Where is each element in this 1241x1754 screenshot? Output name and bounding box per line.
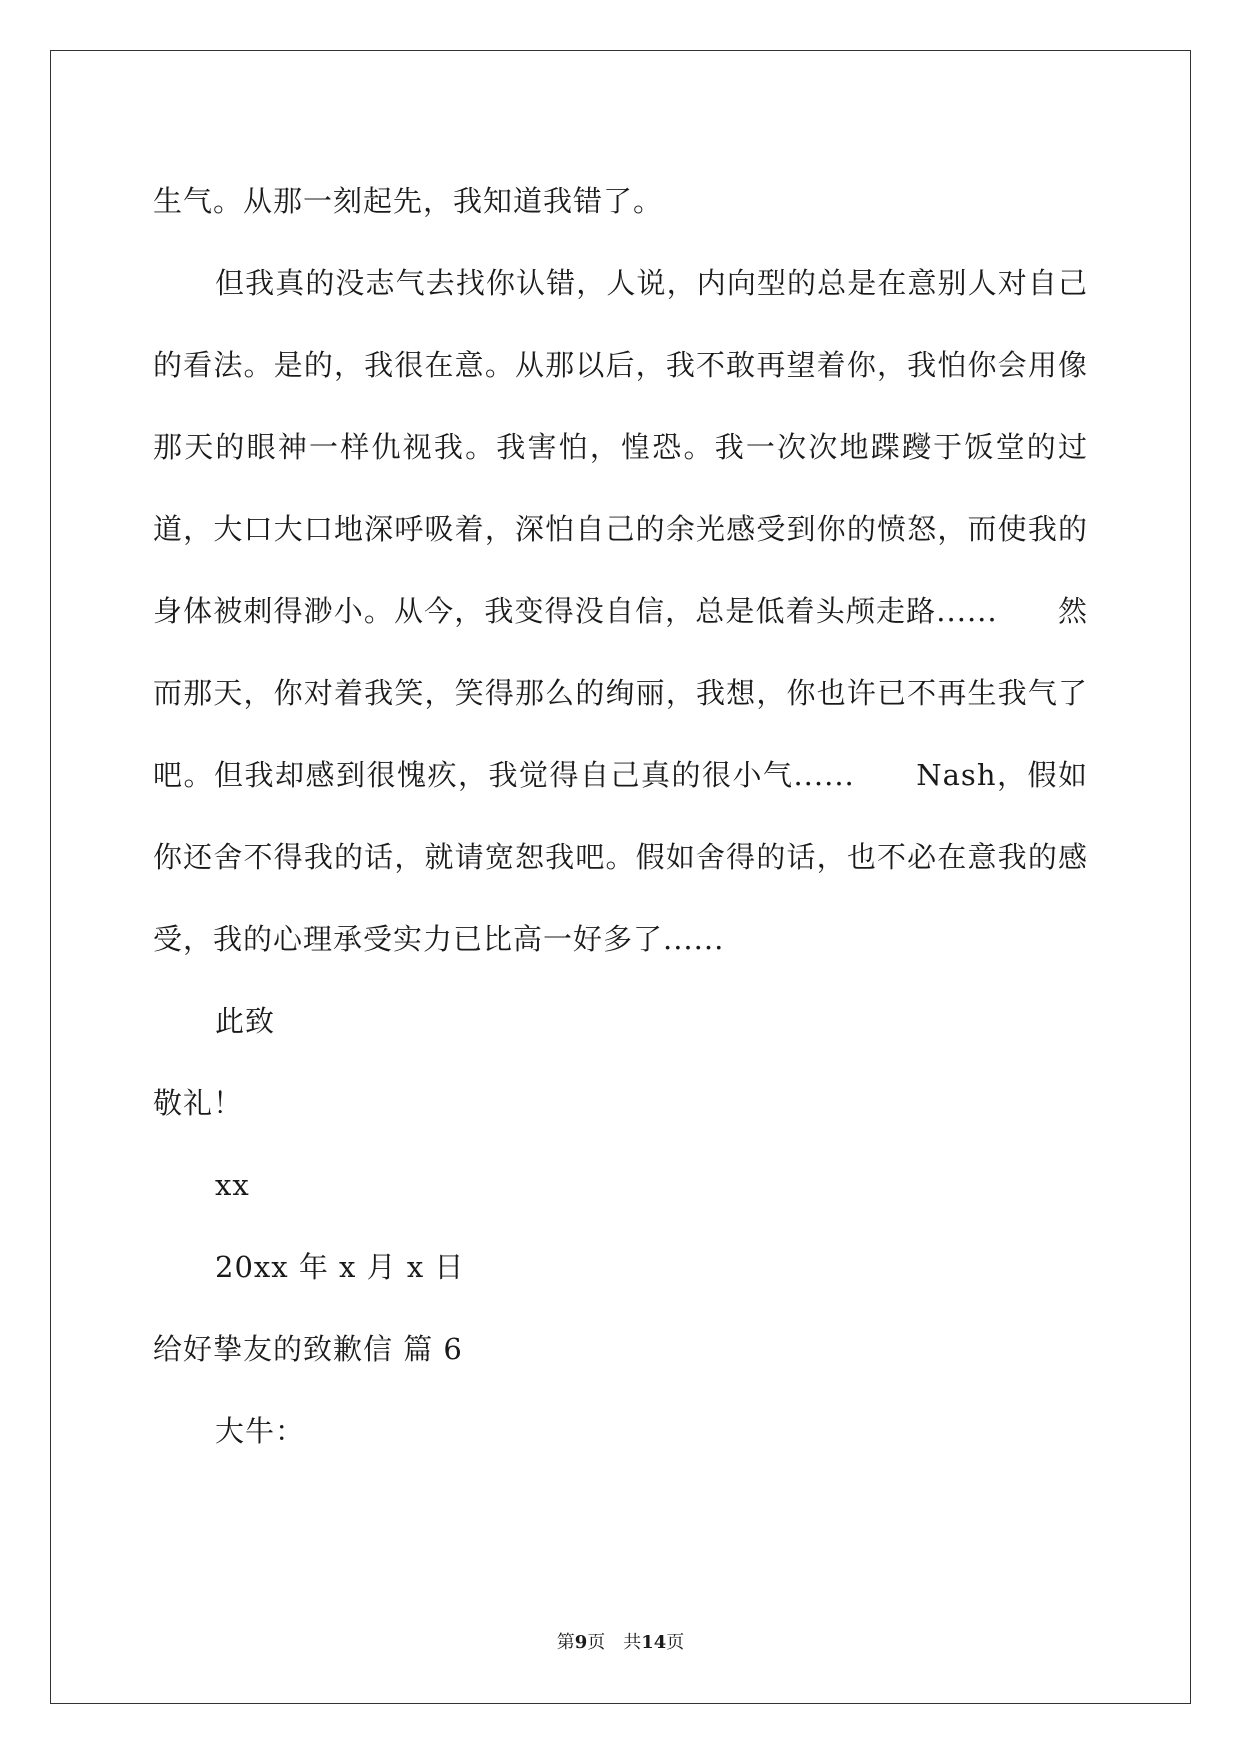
- section-title: 给好挚友的致歉信 篇 6: [153, 1332, 463, 1366]
- document-body: [153, 160, 1088, 1472]
- date-line: 20xx 年 x 月 x 日: [215, 1250, 465, 1284]
- page-current: 9: [574, 1632, 588, 1653]
- page-prefix: 第: [556, 1632, 575, 1653]
- page-suffix: 页: [666, 1632, 685, 1653]
- page-total: 14: [641, 1632, 667, 1653]
- signature-line: xx: [215, 1168, 250, 1202]
- page-footer: [0, 1628, 1241, 1654]
- paragraph-continuation: 生气。从那一刻起先，我知道我错了。: [153, 184, 664, 218]
- page-mid: 页 共: [587, 1632, 642, 1653]
- paragraph-main: 但我真的没志气去找你认错，人说，内向型的总是在意别人对自己的看法。是的，我很在意。从那以后，我不敢再望着你，我怕你会用像那天的眼神一样仇视我。我害怕，惶恐。我一次次地蹀躞于饭堂的过道，大口大口地深呼吸着，深怕自己的余光感受到你的愤怒，而使我的身体被刺得渺小。从今，我变得没自信，总是低着头颅走路...... 然而那天，你对着我笑，笑得那么的绚丽，我想，你也许已不再生我气了吧。但我却感到很愧疚，我觉得自己真的很小气...... Nash，假如你还舍不得我的话，就请宽恕我吧。假如舍得的话，也不必在意我的感受，我的心理承受实力已比高一好多了......: [153, 266, 1088, 956]
- closing-line: 此致: [215, 1004, 276, 1038]
- greeting-line: 大牛：: [215, 1414, 306, 1448]
- salute-line: 敬礼！: [153, 1086, 244, 1120]
